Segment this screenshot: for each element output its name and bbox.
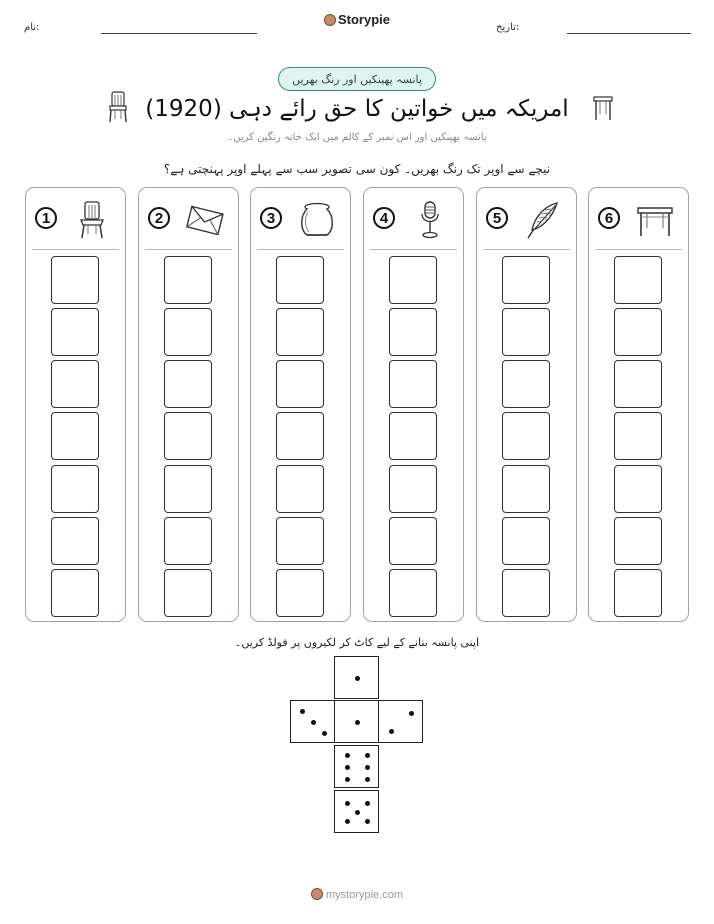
dice-pip	[365, 765, 370, 770]
dice-pip	[365, 819, 370, 824]
dice-pip	[389, 729, 394, 734]
color-box[interactable]	[502, 517, 550, 565]
bear-logo-icon	[324, 14, 336, 26]
color-box[interactable]	[389, 308, 437, 356]
dice-pip	[345, 777, 350, 782]
column-divider	[257, 249, 344, 250]
color-box[interactable]	[164, 465, 212, 513]
instruction-pill: پانسہ پھینکیں اور رنگ بھریں	[278, 67, 436, 91]
quill-icon	[523, 200, 563, 240]
color-box[interactable]	[164, 360, 212, 408]
column-divider	[145, 249, 232, 250]
color-box[interactable]	[164, 517, 212, 565]
column-divider	[32, 249, 119, 250]
pot-icon	[297, 200, 337, 240]
color-box[interactable]	[389, 360, 437, 408]
chair-icon	[72, 200, 112, 240]
color-box[interactable]	[389, 412, 437, 460]
column-divider	[483, 249, 570, 250]
color-box[interactable]	[51, 465, 99, 513]
dice-pip	[300, 709, 305, 714]
color-box[interactable]	[51, 256, 99, 304]
date-label: تاریخ:	[496, 22, 520, 33]
column-4	[363, 187, 464, 622]
dice-pip	[365, 801, 370, 806]
color-box[interactable]	[51, 569, 99, 617]
color-box[interactable]	[389, 465, 437, 513]
color-box[interactable]	[614, 517, 662, 565]
dice-face	[378, 700, 423, 743]
dice-pip	[409, 711, 414, 716]
column-1	[25, 187, 126, 622]
dice-pip	[355, 810, 360, 815]
envelope-icon	[185, 200, 225, 240]
dice-pip	[345, 765, 350, 770]
color-box[interactable]	[276, 308, 324, 356]
table-icon	[635, 200, 675, 240]
dice-pip	[345, 819, 350, 824]
dice-face	[334, 700, 379, 743]
color-box[interactable]	[389, 256, 437, 304]
color-box[interactable]	[614, 569, 662, 617]
column-number: 1	[35, 207, 57, 229]
color-box[interactable]	[614, 308, 662, 356]
dice-face	[290, 700, 335, 743]
fold-instruction: اپنی پانسہ بنانے کے لیے کاٹ کر لکیروں پر فولڈ کریں۔	[234, 636, 480, 649]
color-box[interactable]	[276, 465, 324, 513]
color-box[interactable]	[502, 256, 550, 304]
color-box[interactable]	[614, 412, 662, 460]
color-box[interactable]	[51, 360, 99, 408]
column-number: 2	[148, 207, 170, 229]
name-line[interactable]	[101, 33, 257, 34]
dice-pip	[355, 720, 360, 725]
color-box[interactable]	[276, 517, 324, 565]
name-label: نام:	[24, 22, 40, 33]
color-box[interactable]	[51, 517, 99, 565]
column-divider	[595, 249, 682, 250]
column-6	[588, 187, 689, 622]
page-subtitle: پانسہ پھینکیں اور اس نمبر کے کالم میں ایک خانہ رنگین کریں۔	[227, 132, 487, 143]
color-box[interactable]	[51, 308, 99, 356]
dice-pip	[365, 777, 370, 782]
color-box[interactable]	[502, 465, 550, 513]
dice-pip	[355, 676, 360, 681]
dice-pip	[345, 753, 350, 758]
column-divider	[370, 249, 457, 250]
brand-name: Storypie	[337, 12, 390, 27]
dice-face	[334, 656, 379, 699]
color-box[interactable]	[276, 256, 324, 304]
date-line[interactable]	[567, 33, 691, 34]
color-box[interactable]	[614, 465, 662, 513]
color-box[interactable]	[502, 569, 550, 617]
column-2	[138, 187, 239, 622]
color-box[interactable]	[614, 360, 662, 408]
color-box[interactable]	[276, 412, 324, 460]
column-5	[476, 187, 577, 622]
table-icon	[593, 94, 613, 122]
column-number: 3	[260, 207, 282, 229]
dice-pip	[322, 731, 327, 736]
color-box[interactable]	[389, 517, 437, 565]
color-box[interactable]	[51, 412, 99, 460]
color-box[interactable]	[164, 308, 212, 356]
footer-url: mystorypie.com	[325, 889, 404, 901]
column-3	[250, 187, 351, 622]
microphone-icon	[410, 200, 450, 240]
dice-pip	[311, 720, 316, 725]
column-number: 6	[598, 207, 620, 229]
color-box[interactable]	[389, 569, 437, 617]
footer	[0, 888, 714, 901]
color-box[interactable]	[164, 256, 212, 304]
column-number: 5	[486, 207, 508, 229]
color-box[interactable]	[502, 360, 550, 408]
color-box[interactable]	[614, 256, 662, 304]
dice-face	[334, 790, 379, 833]
column-number: 4	[373, 207, 395, 229]
brand-logo	[0, 12, 714, 27]
color-box[interactable]	[502, 412, 550, 460]
dice-face	[334, 745, 379, 788]
color-box[interactable]	[164, 412, 212, 460]
bear-logo-icon	[311, 888, 323, 900]
question-text: نیچے سے اوپر تک رنگ بھریں۔ کون سی تصویر سب سے پہلے اوپر پہنچتی ہے؟	[163, 162, 551, 176]
dice-pip	[345, 801, 350, 806]
color-box[interactable]	[276, 569, 324, 617]
color-box[interactable]	[502, 308, 550, 356]
color-box[interactable]	[164, 569, 212, 617]
color-box[interactable]	[276, 360, 324, 408]
page-title: امریکہ میں خواتین کا حق رائے دہی (1920)	[145, 96, 569, 122]
dice-pip	[365, 753, 370, 758]
